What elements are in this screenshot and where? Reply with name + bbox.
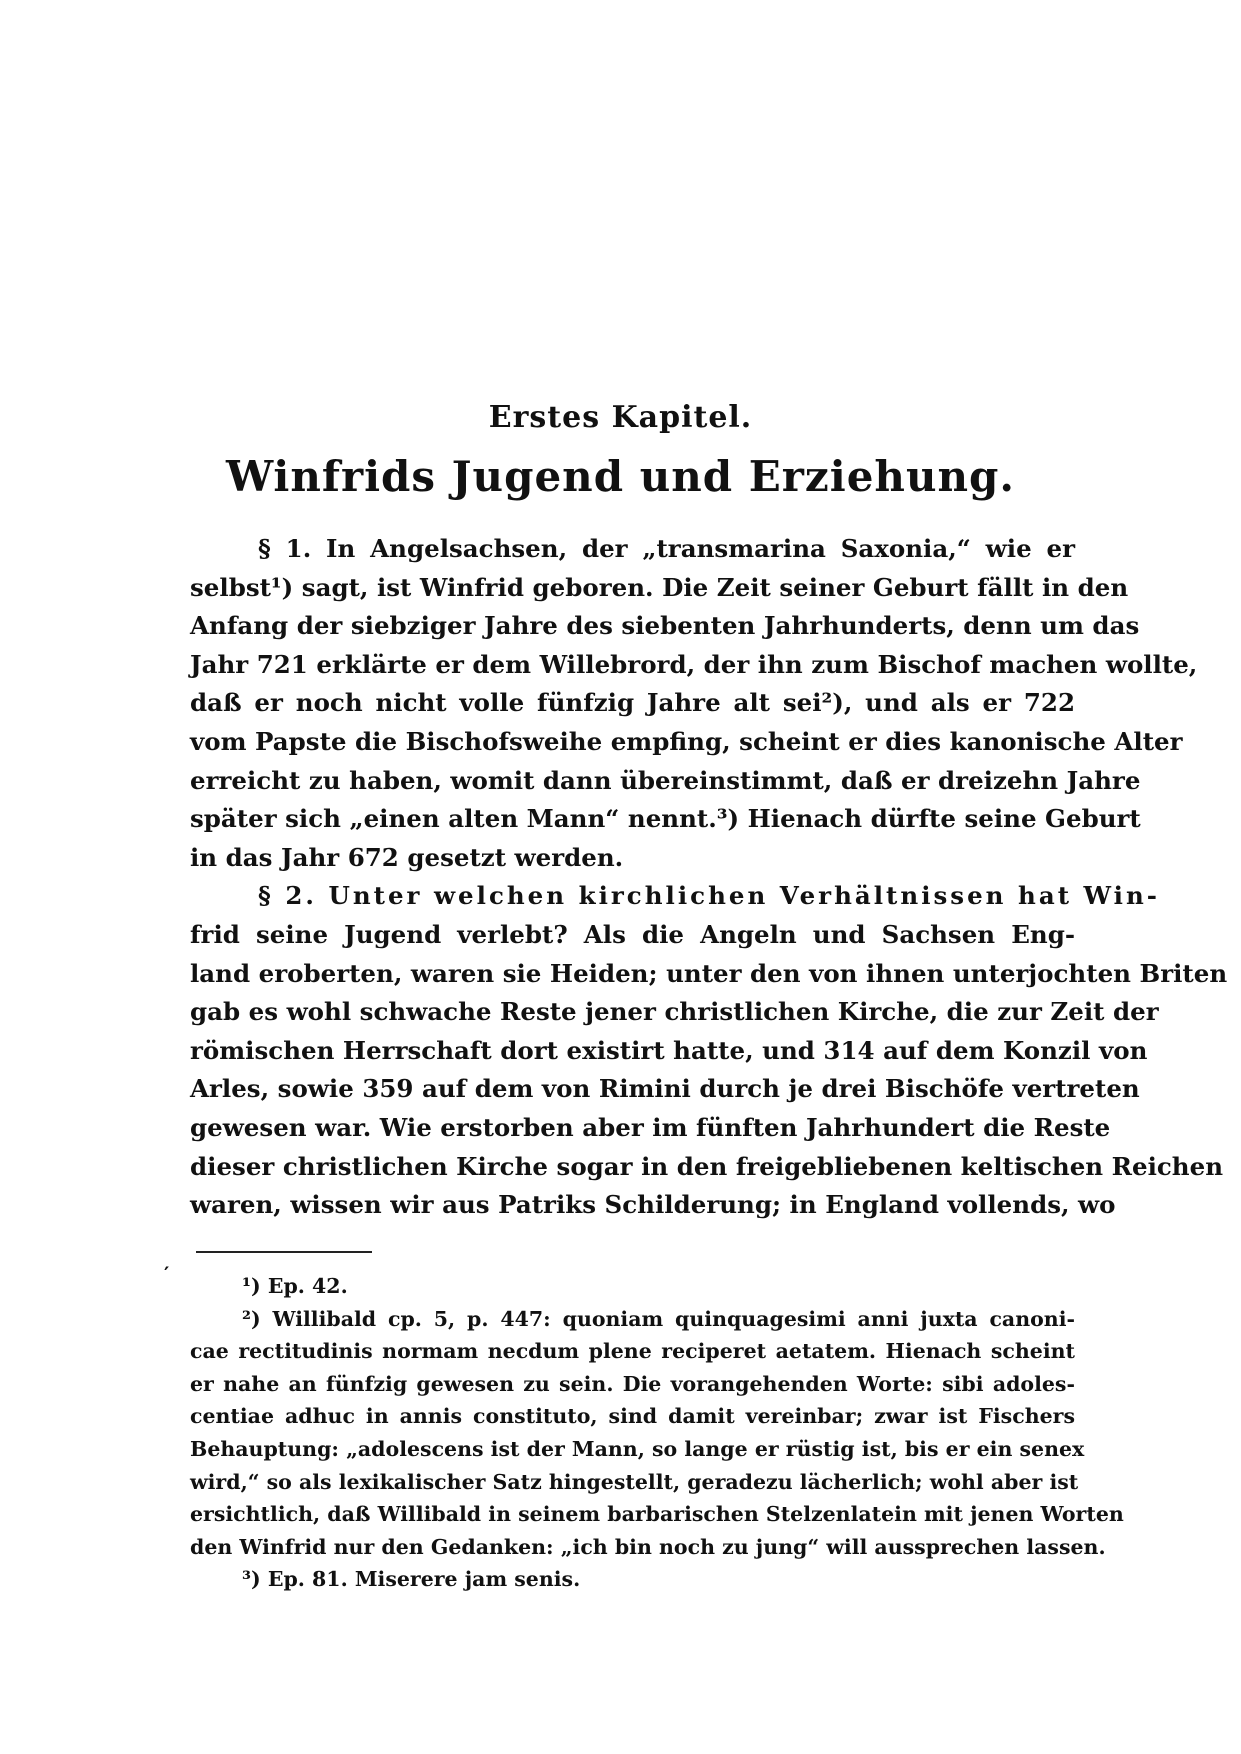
text-line: waren, wissen wir aus Patriks Schilderung; in England vollends, wo [190, 1190, 1116, 1220]
footnote-line: cae rectitudinis normam necdum plene reciperet aetatem. Hienach scheint [190, 1339, 1075, 1364]
text-line: gewesen war. Wie erstorben aber im fünften Jahrhundert die Reste [190, 1112, 1111, 1142]
text-line: § 1. In Angelsachsen, der „transmarina Saxonia,“ wie er [258, 534, 1075, 563]
footnote-1: ¹) Ep. 42. [242, 1274, 348, 1298]
text-line: römischen Herrschaft dort existirt hatte, und 314 auf dem Konzil von [190, 1035, 1148, 1065]
paragraph-2 [190, 877, 1228, 1224]
text-line: Arles, sowie 359 auf dem von Rimini durch je drei Bischöfe vertreten [190, 1074, 1140, 1104]
text-line: gab es wohl schwache Reste jener christlichen Kirche, die zur Zeit der [190, 997, 1159, 1027]
text-line: erreicht zu haben, womit dann übereinstimmt, daß er dreizehn Jahre [190, 765, 1141, 795]
text-line: dieser christlichen Kirche sogar in den freigebliebenen keltischen Reichen [190, 1151, 1224, 1181]
text-line: später sich „einen alten Mann“ nennt.³) Hienach dürfte seine Geburt [190, 804, 1141, 834]
footnote-line: ersichtlich, daß Willibald in seinem barbarischen Stelzenlatein mit jenen Worten [190, 1502, 1124, 1527]
footnote-divider [196, 1251, 372, 1253]
footnote-3: ³) Ep. 81. Miserere jam senis. [242, 1567, 581, 1592]
text-line: § 2. Unter welchen kirchlichen Verhältnissen hat Win- [258, 881, 1160, 911]
text-line: in das Jahr 672 gesetzt werden. [190, 842, 624, 872]
footnote-2: ²) Willibald cp. 5, p. 447: quoniam quinquagesimi anni juxta canoni- [242, 1306, 1075, 1331]
footnote-line: centiae adhuc in annis constituto, sind damit vereinbar; zwar ist Fischers [190, 1404, 1075, 1429]
text-line: land eroberten, waren sie Heiden; unter den von ihnen unterjochten Briten [190, 958, 1228, 988]
text-line: frid seine Jugend verlebt? Als die Angeln und Sachsen Eng- [190, 919, 1075, 949]
footnote-line: Behauptung: „adolescens ist der Mann, so lange er rüstig ist, bis er ein senex [190, 1436, 1085, 1461]
text-line: Anfang der siebziger Jahre des siebenten Jahrhunderts, denn um das [190, 611, 1140, 641]
chapter-label: Erstes Kapitel. [488, 400, 753, 435]
footnotes [190, 1270, 1124, 1596]
chapter-title: Winfrids Jugend und Erziehung. [225, 452, 1016, 501]
text-line: vom Papste die Bischofsweihe empfing, scheint er dies kanonische Alter [190, 726, 1183, 756]
main-text [190, 530, 1228, 1225]
footnote-line: er nahe an fünfzig gewesen zu sein. Die vorangehenden Worte: sibi adoles- [190, 1371, 1075, 1396]
stray-print-mark: ′ [164, 1262, 170, 1286]
text-line: selbst¹) sagt, ist Winfrid geboren. Die Zeit seiner Geburt fällt in den [190, 572, 1129, 602]
paragraph-1 [190, 530, 1198, 877]
text-line: daß er noch nicht volle fünfzig Jahre alt sei²), und als er 722 [190, 688, 1075, 718]
text-line: Jahr 721 erklärte er dem Willebrord, der ihn zum Bischof machen wollte, [190, 649, 1198, 679]
footnote-line: den Winfrid nur den Gedanken: „ich bin noch zu jung“ will aussprechen lassen. [190, 1534, 1106, 1559]
footnote-line: wird,“ so als lexikalischer Satz hingestellt, geradezu lächerlich; wohl aber ist [190, 1469, 1079, 1494]
